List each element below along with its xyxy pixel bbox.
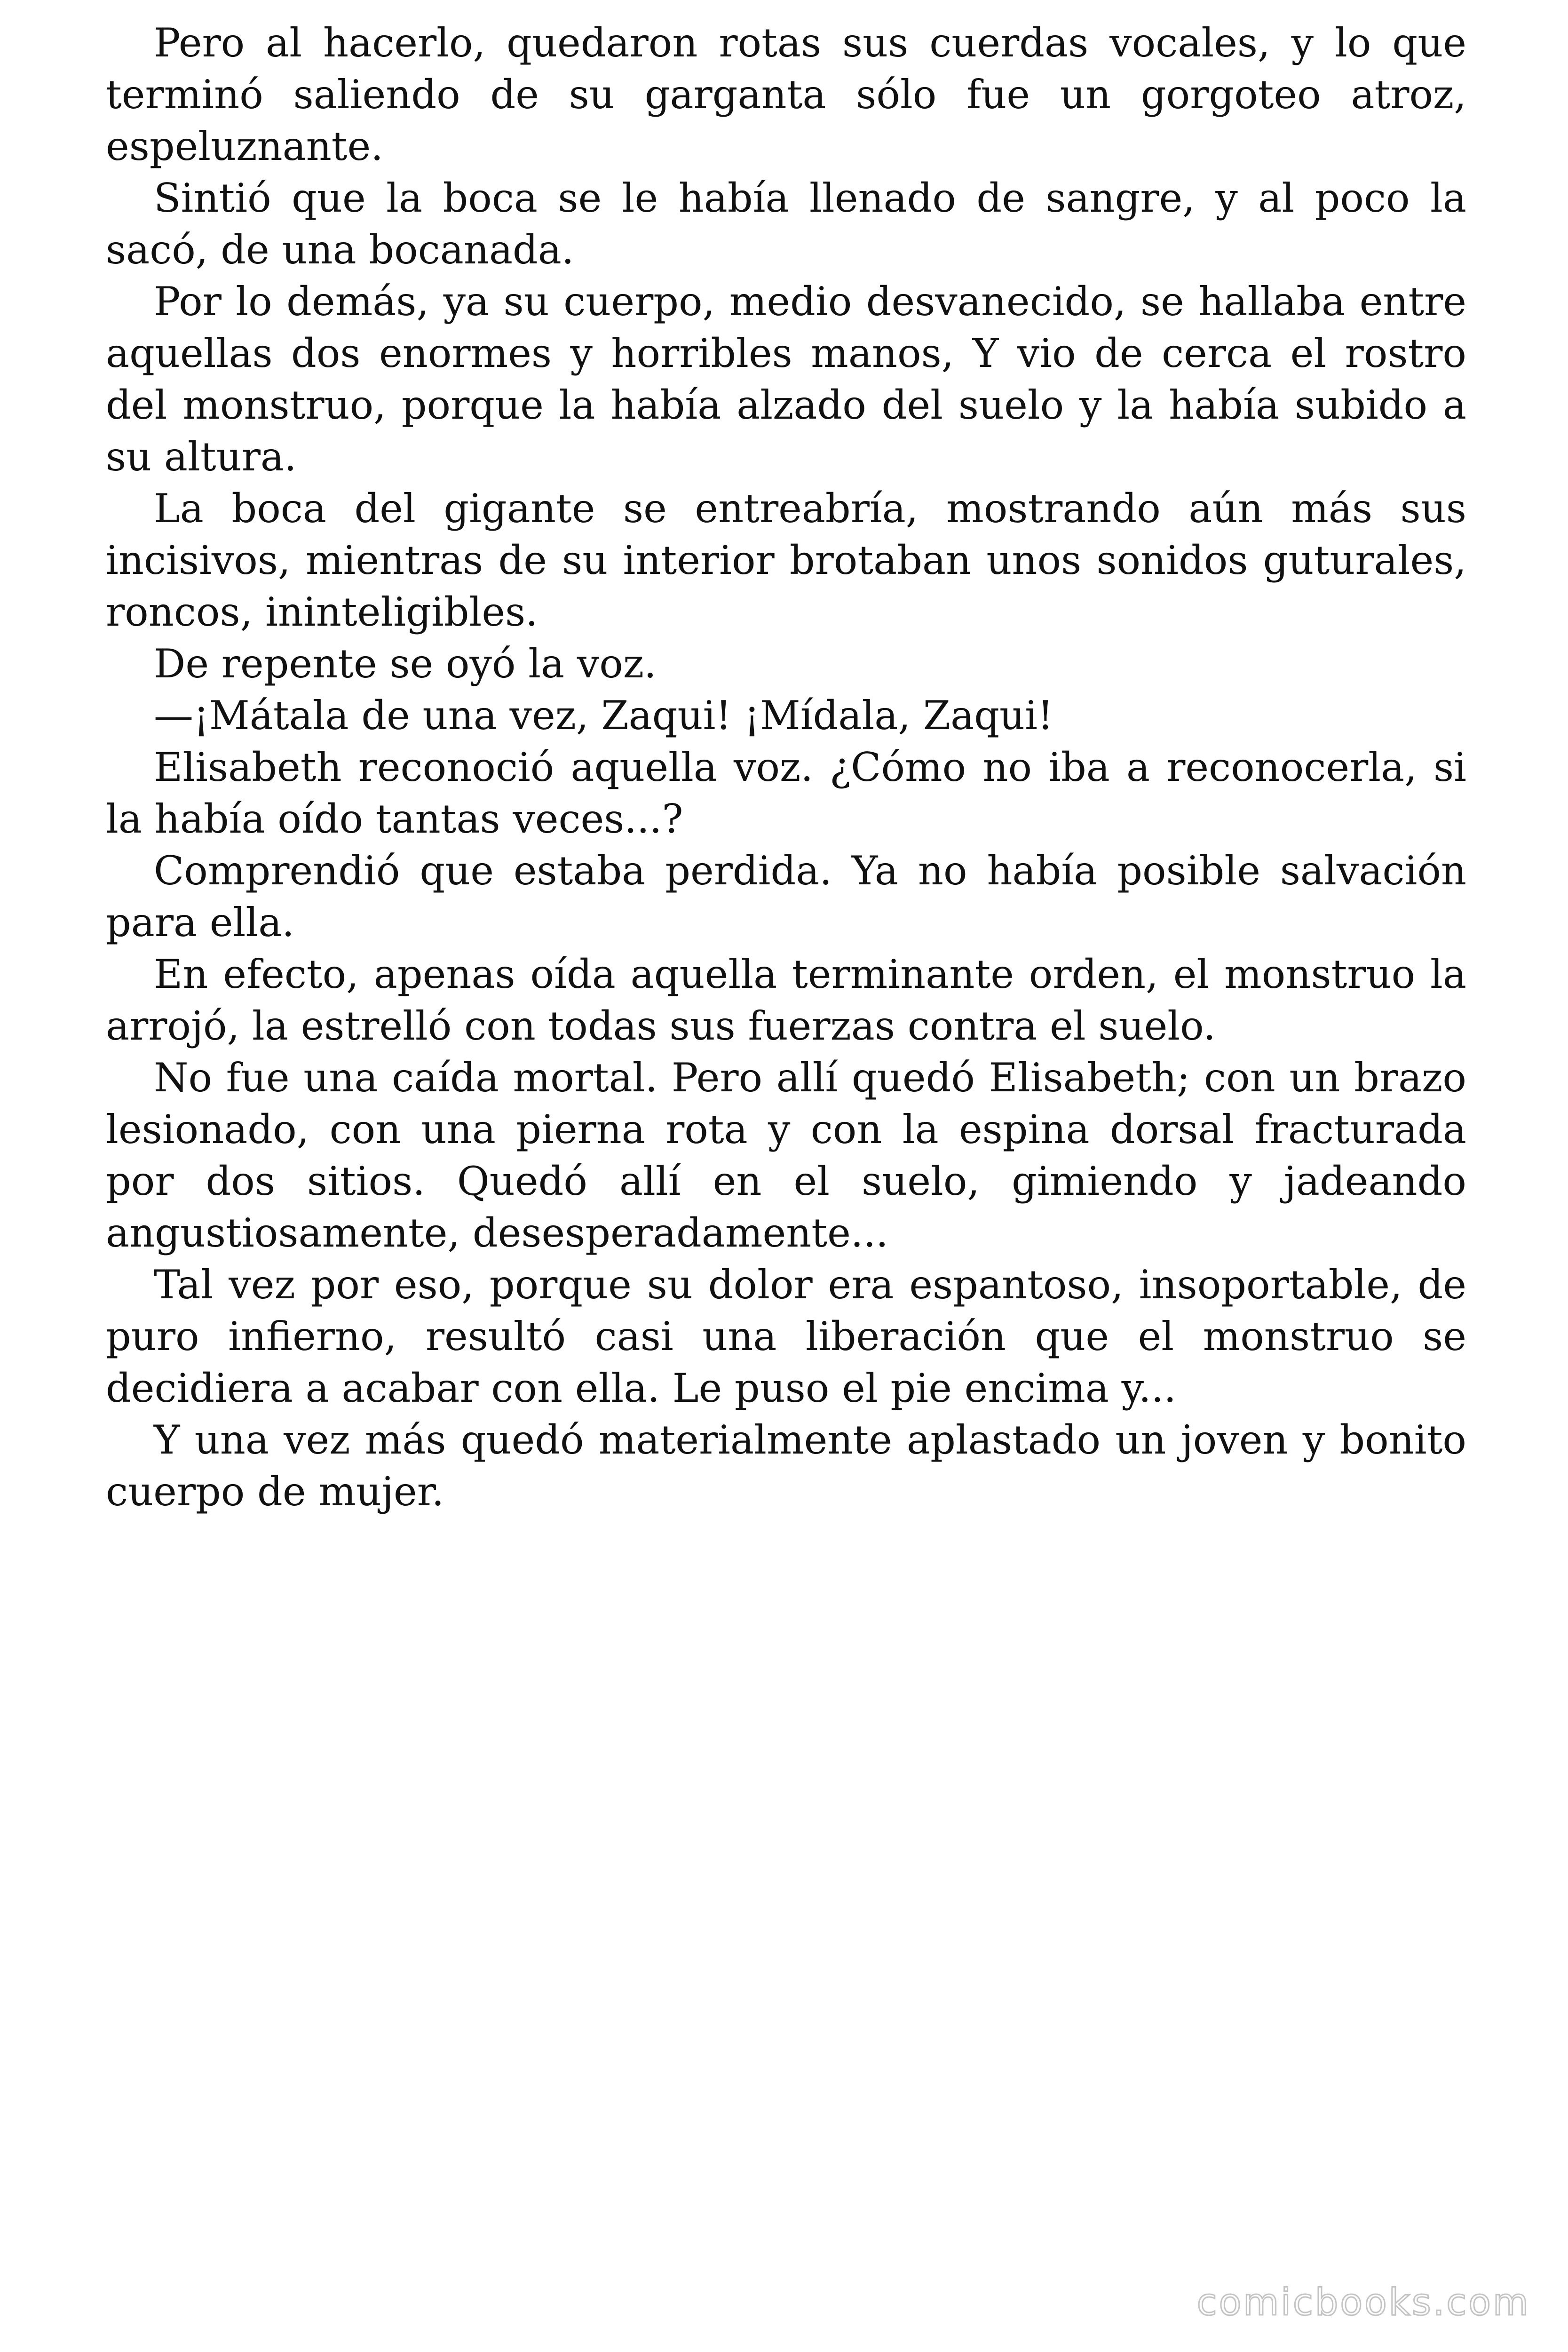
paragraph: En efecto, apenas oída aquella terminante orden, el monstruo la arrojó, la estrelló con todas sus fuerzas contra el suelo. — [106, 951, 1466, 1049]
paragraph: Por lo demás, ya su cuerpo, medio desvanecido, se hallaba entre aquellas dos enormes y horribles manos, Y vio de cerca el rostro del monstruo, porque la había alzado del suelo y la había subido a su altura. — [106, 278, 1466, 480]
paragraph: Sintió que la boca se le había llenado de sangre, y al poco la sacó, de una bocanada. — [106, 175, 1466, 273]
paragraph: Pero al hacerlo, quedaron rotas sus cuerdas vocales, y lo que terminó saliendo de su garganta sólo fue un gorgoteo atroz, espeluznante. — [106, 20, 1466, 169]
paragraph: La boca del gigante se entreabría, mostrando aún más sus incisivos, mientras de su interior brotaban unos sonidos guturales, roncos, ininteligibles. — [106, 485, 1466, 635]
paragraph: Y una vez más quedó materialmente aplastado un joven y bonito cuerpo de mujer. — [106, 1417, 1466, 1515]
page-body — [106, 17, 1466, 1518]
paragraph: Comprendió que estaba perdida. Ya no había posible salvación para ella. — [106, 848, 1466, 946]
paragraph: De repente se oyó la voz. — [154, 641, 657, 687]
paragraph: No fue una caída mortal. Pero allí quedó Elisabeth; con un brazo lesionado, con una pierna rota y con la espina dorsal fracturada por dos sitios. Quedó allí en el suelo, gimiendo y jadeando angustiosamente, desesperadamente... — [106, 1055, 1466, 1256]
paragraph: Elisabeth reconoció aquella voz. ¿Cómo no iba a reconocerla, si la había oído tantas veces...? — [106, 744, 1466, 842]
watermark: comicbooks.com — [1196, 2281, 1530, 2324]
paragraph: Tal vez por eso, porque su dolor era espantoso, insoportable, de puro infierno, resultó casi una liberación que el monstruo se decidiera a acabar con ella. Le puso el pie encima y... — [106, 1262, 1466, 1411]
paragraph: —¡Mátala de una vez, Zaqui! ¡Mídala, Zaqui! — [154, 692, 1053, 739]
